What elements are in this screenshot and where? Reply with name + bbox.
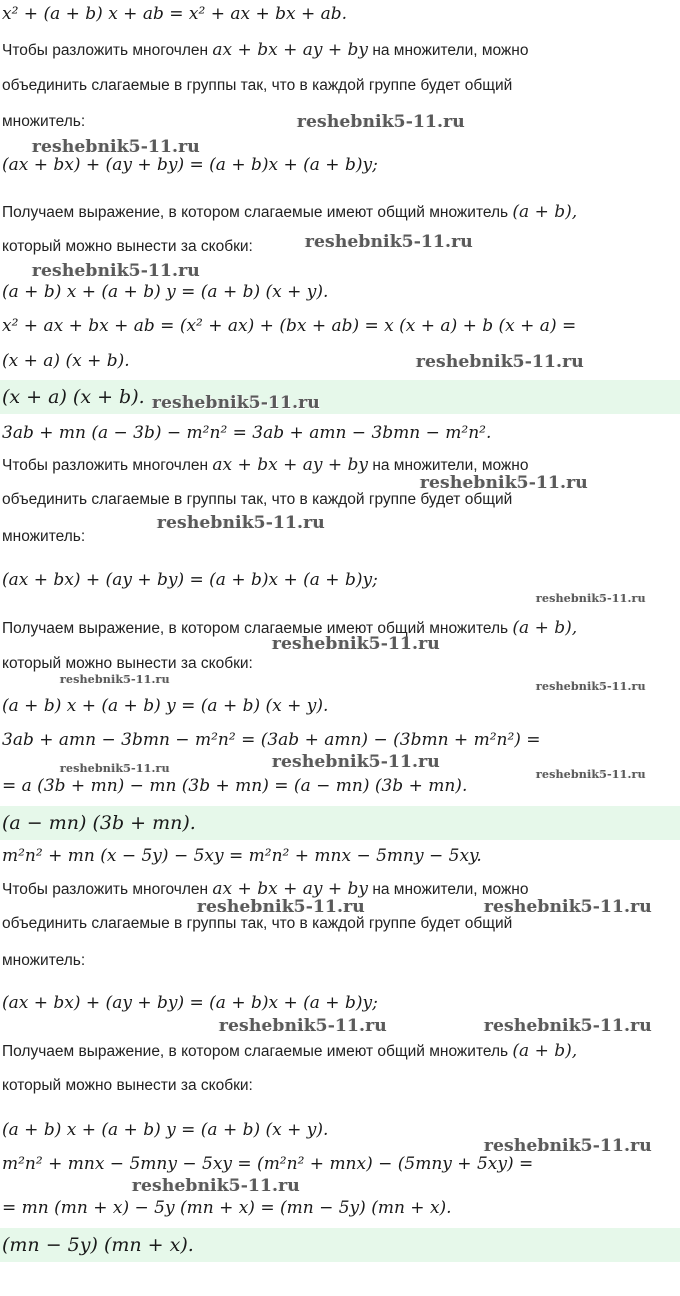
ex1-grouping-formula: (ax + bx) + (ay + by) = (a + b)x + (a + b)y; bbox=[2, 155, 378, 175]
watermark: reshebnik5-11.ru bbox=[416, 352, 584, 372]
ex3-expansion: m²n² + mn (x − 5y) − 5xy = m²n² + mnx − 5mny − 5xy. bbox=[2, 846, 482, 866]
watermark: reshebnik5-11.ru bbox=[484, 897, 652, 917]
watermark: reshebnik5-11.ru bbox=[32, 137, 200, 157]
ex1-answer: (x + a) (x + b). bbox=[2, 386, 145, 408]
ex2-factor-formula: (a + b) x + (a + b) y = (a + b) (x + y). bbox=[2, 696, 329, 716]
ex2-explanation-line-3: множитель: bbox=[2, 528, 86, 545]
watermark: reshebnik5-11.ru bbox=[297, 112, 465, 132]
ex3-grouping-formula: (ax + bx) + (ay + by) = (a + b)x + (a + b)y; bbox=[2, 993, 378, 1013]
watermark: reshebnik5-11.ru bbox=[60, 673, 170, 686]
ex3-explanation-line-3: множитель: bbox=[2, 952, 86, 969]
watermark: reshebnik5-11.ru bbox=[60, 762, 170, 775]
ex3-explanation-line-4: Получаем выражение, в котором слагаемые имеют общий множитель (a + b), bbox=[2, 1041, 578, 1061]
watermark: reshebnik5-11.ru bbox=[219, 1016, 387, 1036]
ex3-solution-step-2: = mn (mn + x) − 5y (mn + x) = (mn − 5y) (mn + x). bbox=[2, 1198, 452, 1218]
watermark: reshebnik5-11.ru bbox=[197, 897, 365, 917]
watermark: reshebnik5-11.ru bbox=[157, 513, 325, 533]
ex2-answer: (a − mn) (3b + mn). bbox=[2, 812, 196, 834]
watermark: reshebnik5-11.ru bbox=[420, 473, 588, 493]
watermark: reshebnik5-11.ru bbox=[536, 592, 646, 605]
ex1-explanation-line-2: объединить слагаемые в группы так, что в каждой группе будет общий bbox=[2, 77, 513, 94]
ex2-solution-step-1: 3ab + amn − 3bmn − m²n² = (3ab + amn) − (3bmn + m²n²) = bbox=[2, 730, 541, 750]
ex1-explanation-line-3: множитель: bbox=[2, 113, 86, 130]
watermark: reshebnik5-11.ru bbox=[536, 768, 646, 781]
watermark: reshebnik5-11.ru bbox=[132, 1176, 300, 1196]
ex3-solution-step-1: m²n² + mnx − 5mny − 5xy = (m²n² + mnx) − (5mny + 5xy) = bbox=[2, 1154, 534, 1174]
ex2-explanation-line-1: Чтобы разложить многочлен ax + bx + ay + by на множители, можно bbox=[2, 455, 529, 475]
ex1-factor-formula: (a + b) x + (a + b) y = (a + b) (x + y). bbox=[2, 282, 329, 302]
ex3-explanation-line-2: объединить слагаемые в группы так, что в каждой группе будет общий bbox=[2, 915, 513, 932]
watermark: reshebnik5-11.ru bbox=[32, 261, 200, 281]
ex1-expansion: x² + (a + b) x + ab = x² + ax + bx + ab. bbox=[2, 4, 348, 24]
ex2-explanation-line-5: который можно вынести за скобки: bbox=[2, 655, 253, 672]
ex3-factor-formula: (a + b) x + (a + b) y = (a + b) (x + y). bbox=[2, 1120, 329, 1140]
watermark: reshebnik5-11.ru bbox=[484, 1136, 652, 1156]
ex2-explanation-line-2: объединить слагаемые в группы так, что в каждой группе будет общий bbox=[2, 491, 513, 508]
watermark: reshebnik5-11.ru bbox=[305, 232, 473, 252]
watermark: reshebnik5-11.ru bbox=[152, 393, 320, 413]
ex1-explanation-line-5: который можно вынести за скобки: bbox=[2, 238, 253, 255]
ex1-solution-step-1: x² + ax + bx + ab = (x² + ax) + (bx + ab) = x (x + a) + b (x + a) = bbox=[2, 316, 577, 336]
watermark: reshebnik5-11.ru bbox=[272, 634, 440, 654]
ex2-expansion: 3ab + mn (a − 3b) − m²n² = 3ab + amn − 3bmn − m²n². bbox=[2, 423, 492, 443]
ex1-explanation-line-4: Получаем выражение, в котором слагаемые имеют общий множитель (a + b), bbox=[2, 202, 578, 222]
ex2-solution-step-2: = a (3b + mn) − mn (3b + mn) = (a − mn) (3b + mn). bbox=[2, 776, 468, 796]
ex2-grouping-formula: (ax + bx) + (ay + by) = (a + b)x + (a + b)y; bbox=[2, 570, 378, 590]
ex1-explanation-line-1: Чтобы разложить многочлен ax + bx + ay + by на множители, можно bbox=[2, 40, 529, 60]
ex3-explanation-line-5: который можно вынести за скобки: bbox=[2, 1077, 253, 1094]
ex2-explanation-line-4: Получаем выражение, в котором слагаемые имеют общий множитель (a + b), bbox=[2, 618, 578, 638]
watermark: reshebnik5-11.ru bbox=[272, 752, 440, 772]
watermark: reshebnik5-11.ru bbox=[484, 1016, 652, 1036]
ex3-explanation-line-1: Чтобы разложить многочлен ax + bx + ay + by на множители, можно bbox=[2, 879, 529, 899]
ex1-solution-step-2: (x + a) (x + b). bbox=[2, 351, 130, 371]
ex3-answer: (mn − 5y) (mn + x). bbox=[2, 1234, 194, 1256]
watermark: reshebnik5-11.ru bbox=[536, 680, 646, 693]
